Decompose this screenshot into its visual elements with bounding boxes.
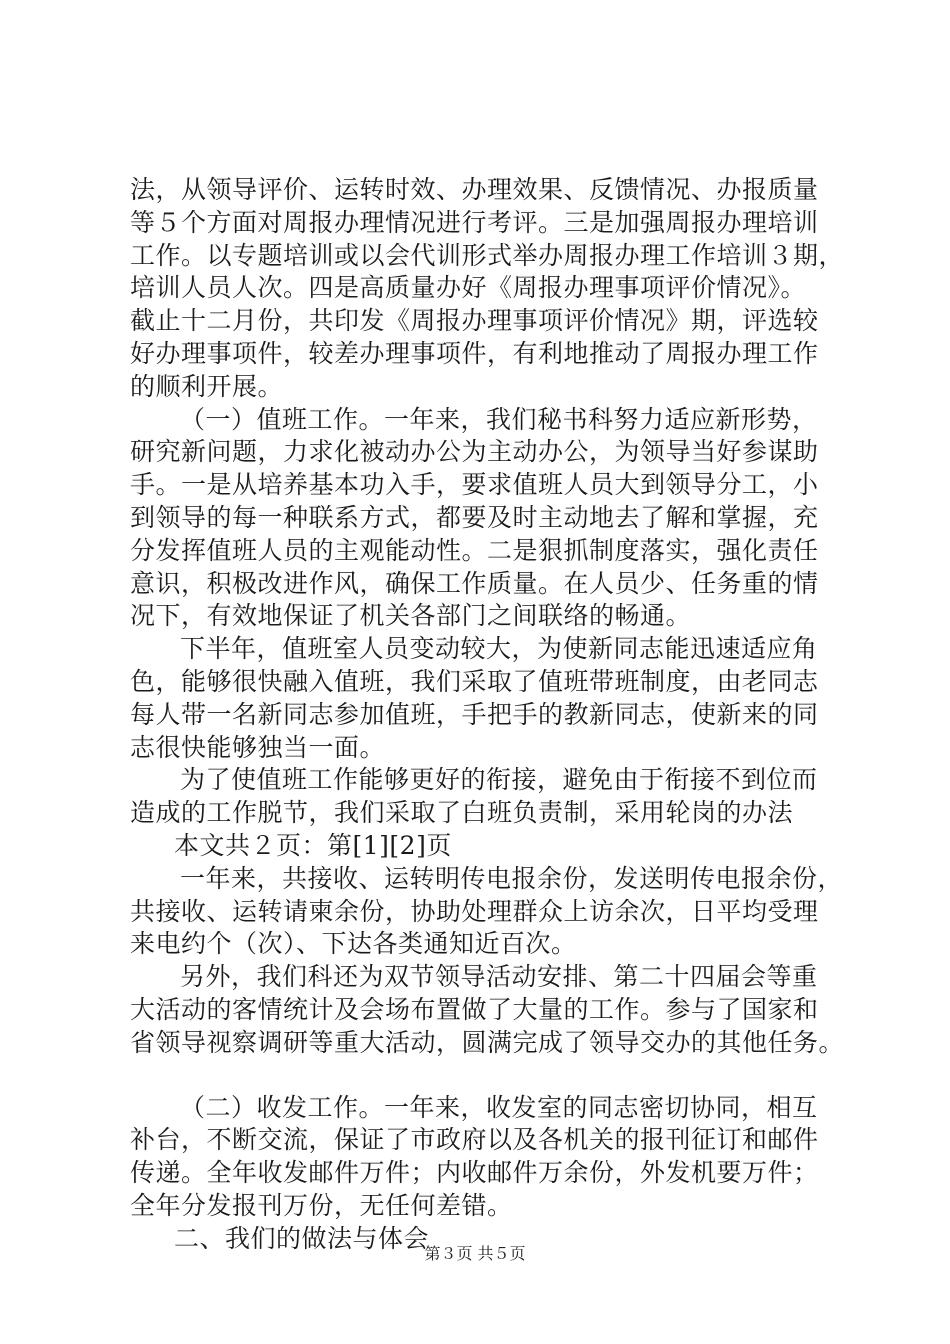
text-line: 全年分发报刊万份，无任何差错。: [130, 1190, 513, 1220]
text-line: 省领导视察调研等重大活动，圆满完成了领导交办的其他任务。: [130, 1027, 845, 1057]
text-line: 补台，不断交流，保证了市政府以及各机关的报刊征订和邮件: [130, 1125, 819, 1155]
paragraph-start: 另外，我们科还为双节领导活动安排、第二十四届会等重: [180, 962, 818, 992]
text-line: 研究新问题，力求化被动办公为主动办公，为领导当好参谋助: [130, 437, 819, 467]
text-line: 培训人员人次。四是高质量办好《周报办理事项评价情况》。: [130, 273, 807, 303]
page-footer: 第３页 共５页: [424, 1244, 526, 1263]
pagination-note: 本文共２页：第[1][2]页: [174, 830, 452, 860]
text-line: 法，从领导评价、运转时效、办理效果、反馈情况、办报质量: [130, 175, 819, 204]
text-line: 来电约个（次）、下达各类通知近百次。: [130, 929, 577, 959]
paragraph-start: 一年来，共接收、运转明传电报余份，发送明传电报余份，: [180, 863, 844, 893]
text-line: 工作。以专题培训或以会代训形式举办周报办理工作培训３期，: [130, 240, 845, 270]
text-line: 截止十二月份，共印发《周报办理事项评价情况》期，评选较: [130, 306, 819, 336]
text-line: 色，能够很快融入值班，我们采取了值班带班制度，由老同志: [130, 666, 819, 696]
text-line: 等５个方面对周报办理情况进行考评。三是加强周报办理培训: [130, 207, 819, 237]
paragraph-start: 下半年，值班室人员变动较大，为使新同志能迅速适应角: [180, 634, 818, 664]
text-line: 每人带一名新同志参加值班，手把手的教新同志，使新来的同: [130, 699, 819, 729]
text-line: 大活动的客情统计及会场布置做了大量的工作。参与了国家和: [130, 994, 819, 1024]
document-body: [130, 174, 850, 1256]
text-line: 到领导的每一种联系方式，都要及时主动地去了解和掌握，充: [130, 502, 819, 532]
text-line: 传递。全年收发邮件万件；内收邮件万余份，外发机要万件；: [130, 1158, 819, 1188]
section-heading: 二、我们的做法与体会: [174, 1223, 430, 1253]
text-line: 意识，积极改进作风，确保工作质量。在人员少、任务重的情: [130, 568, 819, 598]
paragraph-start: （二）收发工作。一年来，收发室的同志密切协同，相互: [180, 1092, 818, 1122]
text-line: 的顺利开展。: [130, 371, 284, 401]
text-line: 好办理事项件，较差办理事项件，有利地推动了周报办理工作: [130, 338, 819, 368]
text-line: 分发挥值班人员的主观能动性。二是狠抓制度落实，强化责任: [130, 535, 819, 565]
paragraph-start: 为了使值班工作能够更好的衔接，避免由于衔接不到位而: [180, 765, 818, 795]
text-line: 共接收、运转请柬余份，协助处理群众上访余次，日平均受理: [130, 896, 819, 926]
text-line: 手。一是从培养基本功入手，要求值班人员大到领导分工，小: [130, 470, 819, 500]
text-line: 造成的工作脱节，我们采取了白班负责制，采用轮岗的办法: [130, 798, 794, 828]
text-line: 况下，有效地保证了机关各部门之间联络的畅通。: [130, 601, 692, 631]
text-line: 志很快能够独当一面。: [130, 732, 386, 762]
paragraph-gap: [130, 1060, 850, 1092]
paragraph-start: （一）值班工作。一年来，我们秘书科努力适应新形势，: [180, 404, 818, 434]
